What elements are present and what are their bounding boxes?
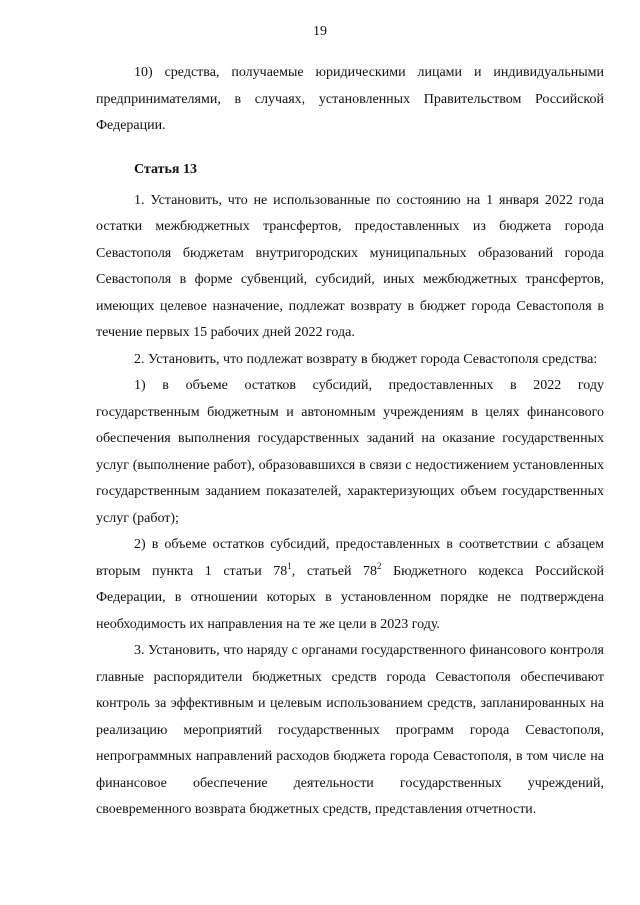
superscript-1: 1 (287, 560, 292, 571)
article-13-block (96, 157, 604, 824)
list-item-10: 10) средства, получаемые юридическими лицами и индивидуальными предпринимателями, в случаях, установленных Правительством Российской Федерации. (96, 65, 604, 133)
page-number: 19 (313, 24, 327, 39)
paragraph-2-item-2-text-c: Бюджетного кодекса Российской Федерации, в отношении которых в установленном порядке не подтверждена необходимость их направления на те же цели в 2023 году. (96, 563, 604, 632)
paragraph-3: 3. Установить, что наряду с органами государственного финансового контроля главные распорядители бюджетных средств города Севастополя обеспечивают контроль за эффективным и целевым использованием средств, запланированных на реализацию мероприятий государственных программ города Севастополя, непрограммных направлений расходов бюджета города Севастополя, в том числе на финансовое обеспечение деятельности государственных учреждений, своевременного возврата бюджетных средств, представления отчетности. (96, 643, 604, 817)
paragraph-2-item-1: 1) в объеме остатков субсидий, предоставленных в 2022 году государственным бюджетным и автономным учреждениям в целях финансового обеспечения выполнения государственных заданий на оказание государственных услуг (выполнение работ), образовавшихся в связи с недостижением установленных государственным заданием показателей, характеризующих объем государственных услуг (работ); (96, 378, 604, 526)
paragraph-2-item-2-text-b: , статьей 78 (291, 563, 378, 579)
superscript-2: 2 (377, 560, 382, 571)
paragraph-2-item-2-text-a: 2) в объеме остатков субсидий, предоставленных в соответствии с абзацем вторым пункта 1 статьи 78 (96, 537, 604, 579)
item-10-block (96, 60, 604, 140)
paragraph-1: 1. Установить, что не использованные по состоянию на 1 января 2022 года остатки межбюджетных трансфертов, предоставленных из бюджета города Севастополя бюджетам внутригородских муниципальных образований города Севастополя в форме субвенций, субсидий, иных межбюджетных трансфертов, имеющих целевое назначение, подлежат возврату в бюджет города Севастополя в течение первых 15 рабочих дней 2022 года. (96, 192, 604, 340)
article-title: Статья 13 (134, 162, 197, 177)
paragraph-2: 2. Установить, что подлежат возврату в бюджет города Севастополя средства: (134, 351, 598, 367)
paragraph-2-item-2 (96, 532, 604, 638)
